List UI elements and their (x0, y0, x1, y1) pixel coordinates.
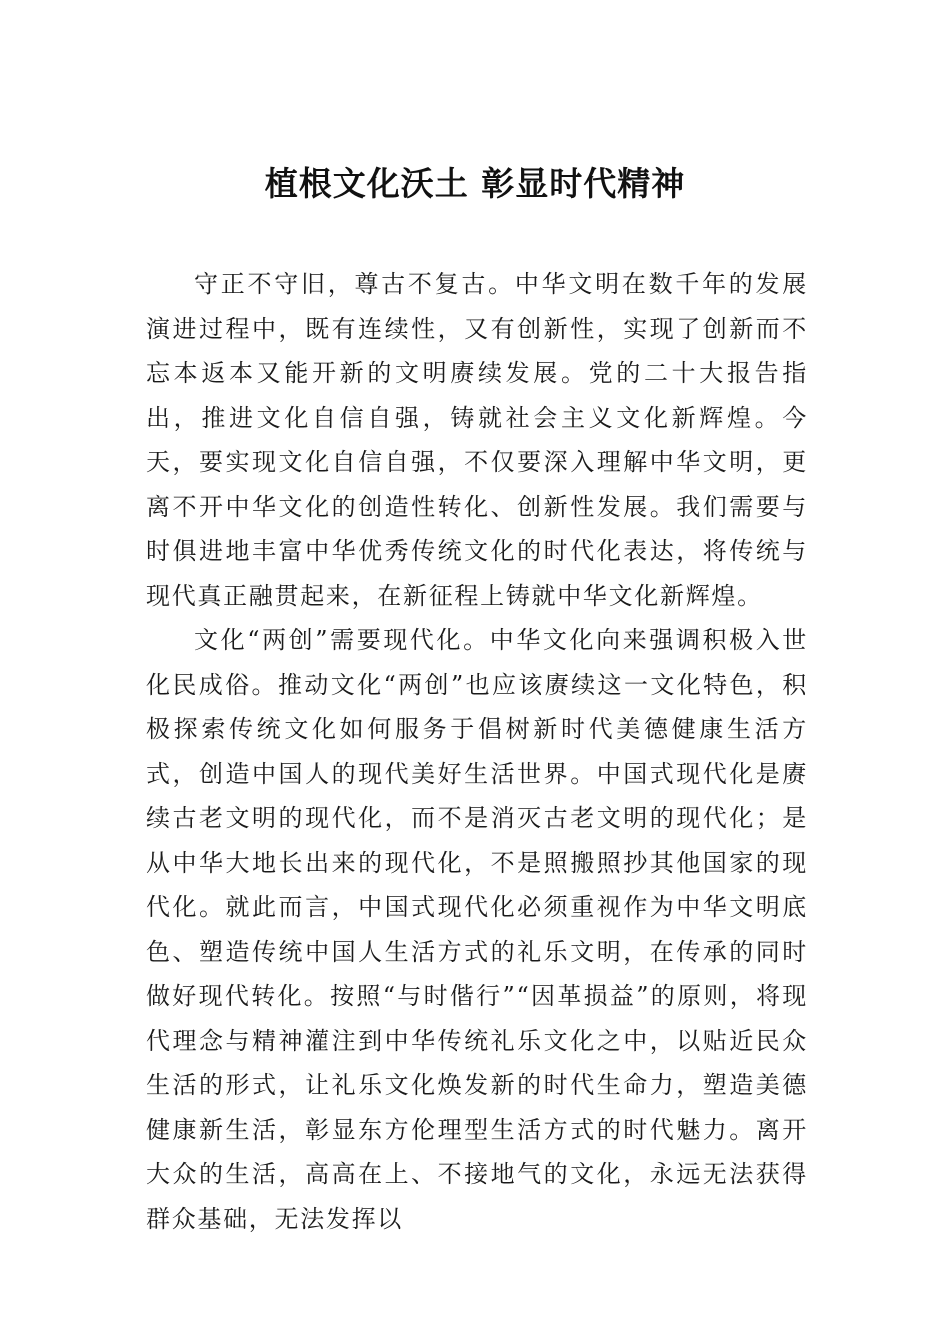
document-body (146, 262, 808, 1241)
paragraph-2: 文化“两创”需要现代化。中华文化向来强调积极入世化民成俗。推动文化“两创”也应该赓续这一文化特色，积极探索传统文化如何服务于倡树新时代美德健康生活方式，创造中国人的现代美好生活世界。中国式现代化是赓续古老文明的现代化，而不是消灭古老文明的现代化；是从中华大地长出来的现代化，不是照搬照抄其他国家的现代化。就此而言，中国式现代化必须重视作为中华文明底色、塑造传统中国人生活方式的礼乐文明，在传承的同时做好现代转化。按照“与时偕行”“因革损益”的原则，将现代理念与精神灌注到中华传统礼乐文化之中，以贴近民众生活的形式，让礼乐文化焕发新的时代生命力，塑造美德健康新生活，彰显东方伦理型生活方式的时代魅力。离开大众的生活，高高在上、不接地气的文化，永远无法获得群众基础，无法发挥以 (146, 626, 808, 1233)
paragraph-1: 守正不守旧，尊古不复古。中华文明在数千年的发展演进过程中，既有连续性，又有创新性，实现了创新而不忘本返本又能开新的文明赓续发展。党的二十大报告指出，推进文化自信自强，铸就社会主义文化新辉煌。今天，要实现文化自信自强，不仅要深入理解中华文明，更离不开中华文化的创造性转化、创新性发展。我们需要与时俱进地丰富中华优秀传统文化的时代化表达，将传统与现代真正融贯起来，在新征程上铸就中华文化新辉煌。 (146, 270, 808, 610)
document-title: 植根文化沃土 彰显时代精神 (264, 164, 686, 203)
